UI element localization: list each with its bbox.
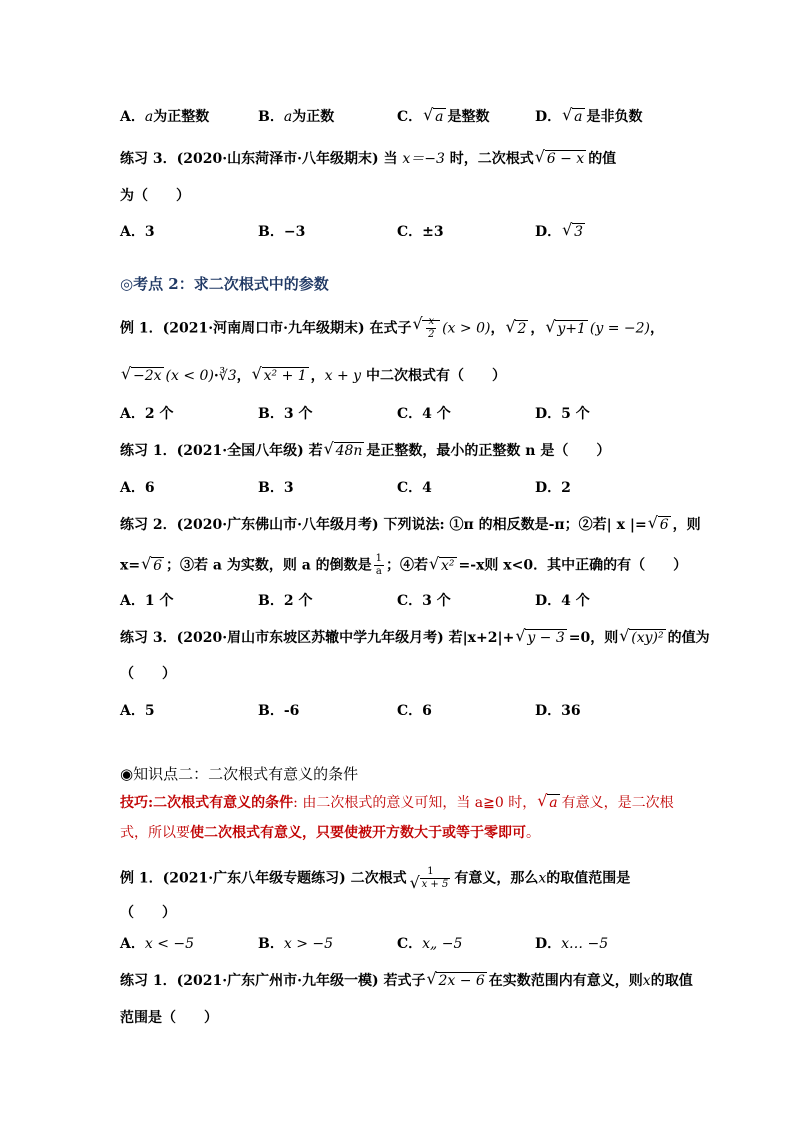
option-d: D．36 <box>535 703 581 719</box>
question-text: 有意义，那么 <box>454 870 539 887</box>
option-text: 是非负数 <box>586 109 643 125</box>
option-label: C． <box>397 109 423 125</box>
radical: √ 2 <box>506 319 528 339</box>
math-expr: x＝−3 <box>402 151 445 167</box>
question-text: =0，则 <box>568 630 619 646</box>
question-text: 在实数范围内有意义，则 <box>488 973 643 989</box>
radical: √ 3 <box>563 222 585 242</box>
math-expr: x < −5 <box>144 936 195 952</box>
option-b <box>258 107 334 127</box>
option-b: B．3 <box>258 480 294 496</box>
option-label: D． <box>535 109 562 125</box>
option-b: B．2 个 <box>258 593 313 609</box>
exercise-3a <box>120 149 616 169</box>
question-text: 练习 3．(2020·眉山市东坡区苏辙中学九年级月考) 若|x+2|+ <box>120 630 515 646</box>
option-c: C．4 个 <box>397 406 451 422</box>
option-b: B．-6 <box>258 703 300 719</box>
exercise-3b-line2: （ ） <box>120 666 176 682</box>
radical: √ x² <box>430 556 457 576</box>
option-a: A．3 <box>120 224 155 240</box>
option-text: 为正数 <box>292 109 335 125</box>
question-text: ；④若 <box>386 557 429 574</box>
radical: √ 48n <box>325 441 365 461</box>
radical: √ a <box>563 107 584 127</box>
question-text: 练习 1．(2021·广东广州市·九年级一模) 若式子 <box>120 973 426 989</box>
tip-emphasis: 二次根式有意义的条件 <box>153 795 294 811</box>
radical: √ 6 <box>142 556 164 576</box>
radical: √ a <box>538 788 559 818</box>
option-label: B． <box>258 109 284 125</box>
option-b: B．x > −5 <box>258 936 334 952</box>
math-expr: (y = −2) <box>589 320 651 337</box>
question-text: ；③若 a 为实数，则 a 的倒数是 <box>166 557 372 574</box>
question-text: 是正整数，最小的正整数 n 是（ ） <box>366 443 611 459</box>
math-expr: x„ −5 <box>422 936 463 952</box>
question-text: =-x则 x<0．其中正确的有（ ） <box>458 557 688 574</box>
option-c: C．4 <box>397 480 432 496</box>
option-a: A．x < −5 <box>120 936 195 952</box>
option-label: D． <box>535 224 562 240</box>
question-text: 练习 3．(2020·山东菏泽市·八年级期末) 当 <box>120 151 398 167</box>
radical <box>413 316 440 341</box>
section-heading: ◉知识点二：二次根式有意义的条件 <box>120 765 359 783</box>
fraction: $\frac{1}{a}$ <box>375 553 383 577</box>
question-text: ，则 <box>672 517 701 533</box>
radical: √ −2x <box>122 366 164 386</box>
option-d: D．x… −5 <box>535 936 609 952</box>
option-c: C．x„ −5 <box>397 936 463 952</box>
exercise-4-line2: 范围是（ ） <box>120 1010 218 1026</box>
example-2 <box>120 866 630 891</box>
option-a: A．6 <box>120 480 155 496</box>
example-2-line2: （ ） <box>120 905 176 921</box>
math-expr: (x < 0) <box>165 368 214 384</box>
tip-label: 技巧: <box>120 795 154 811</box>
math-var: a <box>144 109 154 125</box>
exercise-4 <box>120 971 693 991</box>
option-d: D．4 个 <box>535 593 590 609</box>
math-expr: (x > 0) <box>442 320 491 337</box>
option-a: A．5 <box>120 703 155 719</box>
question-text: 中二次根式有（ ） <box>365 368 506 384</box>
math-expr: x + y <box>324 368 362 384</box>
option-d <box>535 222 587 242</box>
option-b: B．3 个 <box>258 406 313 422</box>
option-d: D．5 个 <box>535 406 590 422</box>
option-text: 是整数 <box>447 109 490 125</box>
exercise-3b <box>120 628 710 648</box>
option-c: C．3 个 <box>397 593 451 609</box>
math-expr: x… −5 <box>561 936 609 952</box>
radical: √ 6 <box>649 515 671 535</box>
question-text: 的值为 <box>667 630 710 646</box>
radical: √ 2x − 6 <box>427 971 486 991</box>
question-text: 时，二次根式 <box>449 151 534 167</box>
option-label: A． <box>120 109 145 125</box>
exercise-2-line2: x=√ 6 ；③若 a 为实数，则 a 的倒数是 $\frac{1}{a}$ ；④若√ x² =-x则 x<0．其中正确的有（ ） <box>120 553 687 578</box>
radical: √ y − 3 <box>516 628 566 648</box>
question-text: 的取值范围是 <box>546 870 631 887</box>
question-text: 的值 <box>588 151 617 167</box>
option-c: C．±3 <box>397 224 444 240</box>
math-var: a <box>283 109 293 125</box>
tip-paragraph: 技巧:二次根式有意义的条件: 由二次根式的意义可知，当 a≧0 时，√ a 有意义，是二次根 式，所以要使二次根式有意义，只要使被开方数大于或等于零即可。 <box>120 788 680 848</box>
option-a: A．1 个 <box>120 593 174 609</box>
math-expr: ∛3 <box>218 368 237 384</box>
radical: √ x² + 1 <box>253 366 309 386</box>
radical: √ (xy)² <box>620 628 665 648</box>
exercise-2 <box>120 515 701 535</box>
option-c: C．6 <box>397 703 432 719</box>
option-c <box>397 107 490 127</box>
section-heading: ◎考点 2：求二次根式中的参数 <box>120 275 329 293</box>
radical: √ a <box>424 107 445 127</box>
exercise-3a-line2: 为（ ） <box>120 188 190 204</box>
option-d <box>535 107 643 127</box>
question-text: 例 1．(2021·河南周口市·九年级期末) 在式子 <box>120 320 412 337</box>
question-text: 的取值 <box>650 973 693 989</box>
question-text: 练习 1．(2021·全国八年级) 若 <box>120 443 323 459</box>
option-a: A．2 个 <box>120 406 174 422</box>
option-d: D．2 <box>535 480 571 496</box>
question-text: 例 1．(2021·广东八年级专题练习) 二次根式 <box>120 870 407 887</box>
option-a <box>120 107 209 127</box>
question-text: 练习 2．(2020·广东佛山市·八年级月考) 下列说法: ①π 的相反数是-π；②若| x |= <box>120 517 647 533</box>
example-1-line2: √ −2x (x < 0)·∛3，√ x² + 1 ，x + y 中二次根式有（ ） <box>120 366 506 386</box>
radical: √ 6 − x <box>536 149 586 169</box>
tip-emphasis: 使二次根式有意义，只要使被开方数大于或等于零即可 <box>190 825 526 841</box>
option-text: 为正整数 <box>153 109 210 125</box>
math-var: x <box>538 870 547 887</box>
fraction: 1 √ x + 5 <box>409 866 453 891</box>
math-expr: x > −5 <box>283 936 334 952</box>
example-1: 例 1．(2021·河南周口市·九年级期末) 在式子 √ $\frac{x}{2}$ (x > 0)，√ 2 ，√ y+1 (y = −2)， <box>120 316 664 341</box>
exercise-1 <box>120 441 610 461</box>
radical: √ y+1 <box>546 319 588 339</box>
fraction: √ $\frac{x}{2}$ <box>428 316 435 340</box>
math-var: x <box>642 973 651 989</box>
option-b: B．−3 <box>258 224 306 240</box>
